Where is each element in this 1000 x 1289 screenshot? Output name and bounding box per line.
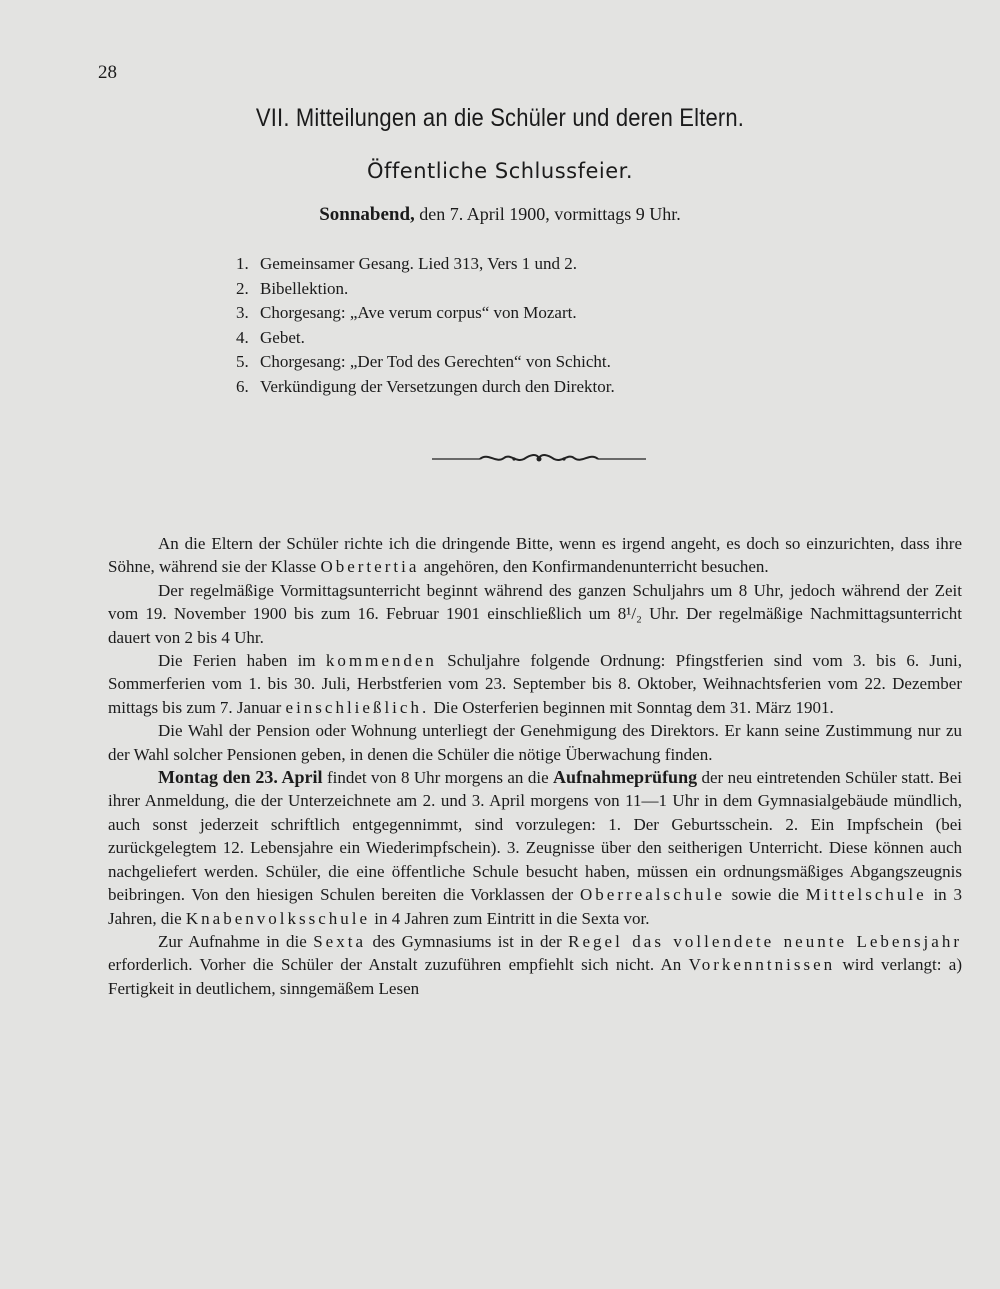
text-run: des Gymnasiums ist in der — [366, 931, 569, 951]
page-number: 28 — [98, 62, 117, 83]
text-run: findet von 8 Uhr morgens an die — [322, 768, 554, 788]
program-item-number: 2. — [236, 278, 249, 298]
section-subheading: Öffentliche Schlussfeier. — [366, 159, 634, 183]
text-run: in 3 Jahren, die — [108, 885, 962, 928]
paragraph-lodging: Die Wahl der Pension oder Wohnung unterliegt der Genehmigung des Direktors. Er kann seine Zustimmung nur zu der Wahl solcher Pensionen geben, in denen die Schüler die nötige Überwachung finden. — [108, 721, 962, 764]
text-run-spaced: Oberrealschule — [580, 885, 725, 905]
program-item-number: 6. — [236, 376, 249, 396]
program-item-number: 3. — [236, 303, 249, 322]
text-run: in 4 Jahren zum Eintritt in die Sexta vor. — [370, 908, 650, 928]
program-item-text: Gemeinsamer Gesang. Lied 313, Vers 1 und 2. — [260, 254, 577, 273]
program-item — [236, 301, 615, 326]
program-item-number: 5. — [236, 352, 249, 371]
text-run-spaced: einschließlich. — [285, 697, 430, 717]
text-run: erforderlich. Vorher die Schüler der Anstalt zuzuführen empfiehlt sich nicht. An — [108, 955, 689, 975]
text-run: Die Ferien haben im — [158, 651, 326, 671]
text-run: sowie die — [724, 885, 806, 905]
text-run-spaced: Vorkenntnissen — [688, 955, 836, 975]
text-run: wird verlangt: a) Fertigkeit in deutlichem, sinngemäßem Lesen — [108, 955, 962, 998]
paragraph-confirmation-class — [108, 532, 962, 579]
program-item-text: Gebet. — [260, 327, 305, 347]
text-run-spaced: Sexta — [313, 931, 366, 951]
program-item — [236, 350, 615, 375]
text-run: angehören, den Konfirmandenunterricht besuchen. — [419, 557, 769, 577]
paragraph-holidays — [108, 649, 962, 719]
notice-body — [108, 532, 962, 1000]
program-item-number: 1. — [236, 254, 249, 273]
ornament-divider — [432, 450, 646, 466]
text-run: Die Osterferien beginnen mit Sonntag dem 31. März 1901. — [429, 697, 834, 717]
program-item-text: Bibellektion. — [260, 278, 349, 298]
paragraph-entrance-exam — [108, 766, 962, 930]
program-item-number: 4. — [236, 327, 249, 347]
ceremony-program-list — [236, 252, 615, 399]
program-item — [236, 252, 615, 277]
program-item-text: Chorgesang: „Ave verum corpus“ von Mozart. — [260, 303, 577, 322]
text-run-spaced: Regel das vollendete neunte Lebensjahr — [568, 931, 962, 951]
text-run-bold: Montag den 23. April — [158, 767, 323, 788]
program-item — [236, 277, 615, 302]
text-run: der neu eintretenden Schüler statt. Bei ihrer Anmeldung, die der Unterzeichnete am 2. und 3. April morgens von 11—1 Uhr in dem Gymnasialgebäude mündlich, auch sonst jederzeit schriftlich entgegennimmt, sind vorzulegen: 1. Der Geburtsschein. 2. Ein Impfschein (bei zurückgelegtem 12. Lebensjahre ein Wiederimpfschein). 3. Zeugnisse über den seitherigen Unterricht. Diese können auch nachgeliefert werden. Schüler, die eine öffentliche Schule besucht haben, müssen ein ordnungsmäßiges Abgangszeugnis beibringen. Von den hiesigen Schulen bereiten die Vorklassen der — [108, 768, 962, 905]
dateline-day: Sonnabend, — [319, 204, 415, 225]
section-heading: VII. Mitteilungen an die Schüler und deren Eltern. — [255, 104, 745, 132]
text-run-spaced: Obertertia — [320, 557, 420, 577]
text-run: Schuljahre folgende Ordnung: Pfingstferien sind vom 3. bis 6. Juni, Sommerferien vom 1. bis 30. Juli, Herbstferien vom 23. September bis 8. Oktober, Weihnachtsferien vom 22. Dezember mittags bis zum 7. Januar — [108, 651, 963, 717]
text-run-spaced: Knabenvolksschule — [185, 908, 371, 928]
text-run-spaced: kommenden — [325, 651, 437, 671]
text-run-spaced: Mittelschule — [805, 885, 927, 905]
dateline-rest: den 7. April 1900, vormittags 9 Uhr. — [419, 204, 681, 224]
text-run: Zur Aufnahme in die — [158, 931, 314, 951]
text-run-bold: Aufnahmeprüfung — [553, 767, 698, 788]
program-item — [236, 375, 615, 400]
event-dateline — [0, 204, 1000, 226]
program-item-text: Chorgesang: „Der Tod des Gerechten“ von Schicht. — [260, 352, 611, 371]
program-item-text: Verkündigung der Versetzungen durch den Direktor. — [260, 376, 615, 396]
paragraph-sexta-admission — [108, 930, 962, 1000]
program-item — [236, 326, 615, 351]
paragraph-class-hours: Der regelmäßige Vormittagsunterricht beginnt während des ganzen Schuljahrs um 8 Uhr, jedoch während der Zeit vom 19. November 1900 bis zum 16. Februar 1901 einschließlich um 8¹/₂ Uhr. Der regelmäßige Nachmittagsunterricht dauert von 2 bis 4 Uhr. — [108, 580, 962, 647]
text-run: An die Eltern der Schüler richte ich die dringende Bitte, wenn es irgend angeht, es doch so einzurichten, dass ihre Söhne, während sie der Klasse — [108, 534, 962, 577]
